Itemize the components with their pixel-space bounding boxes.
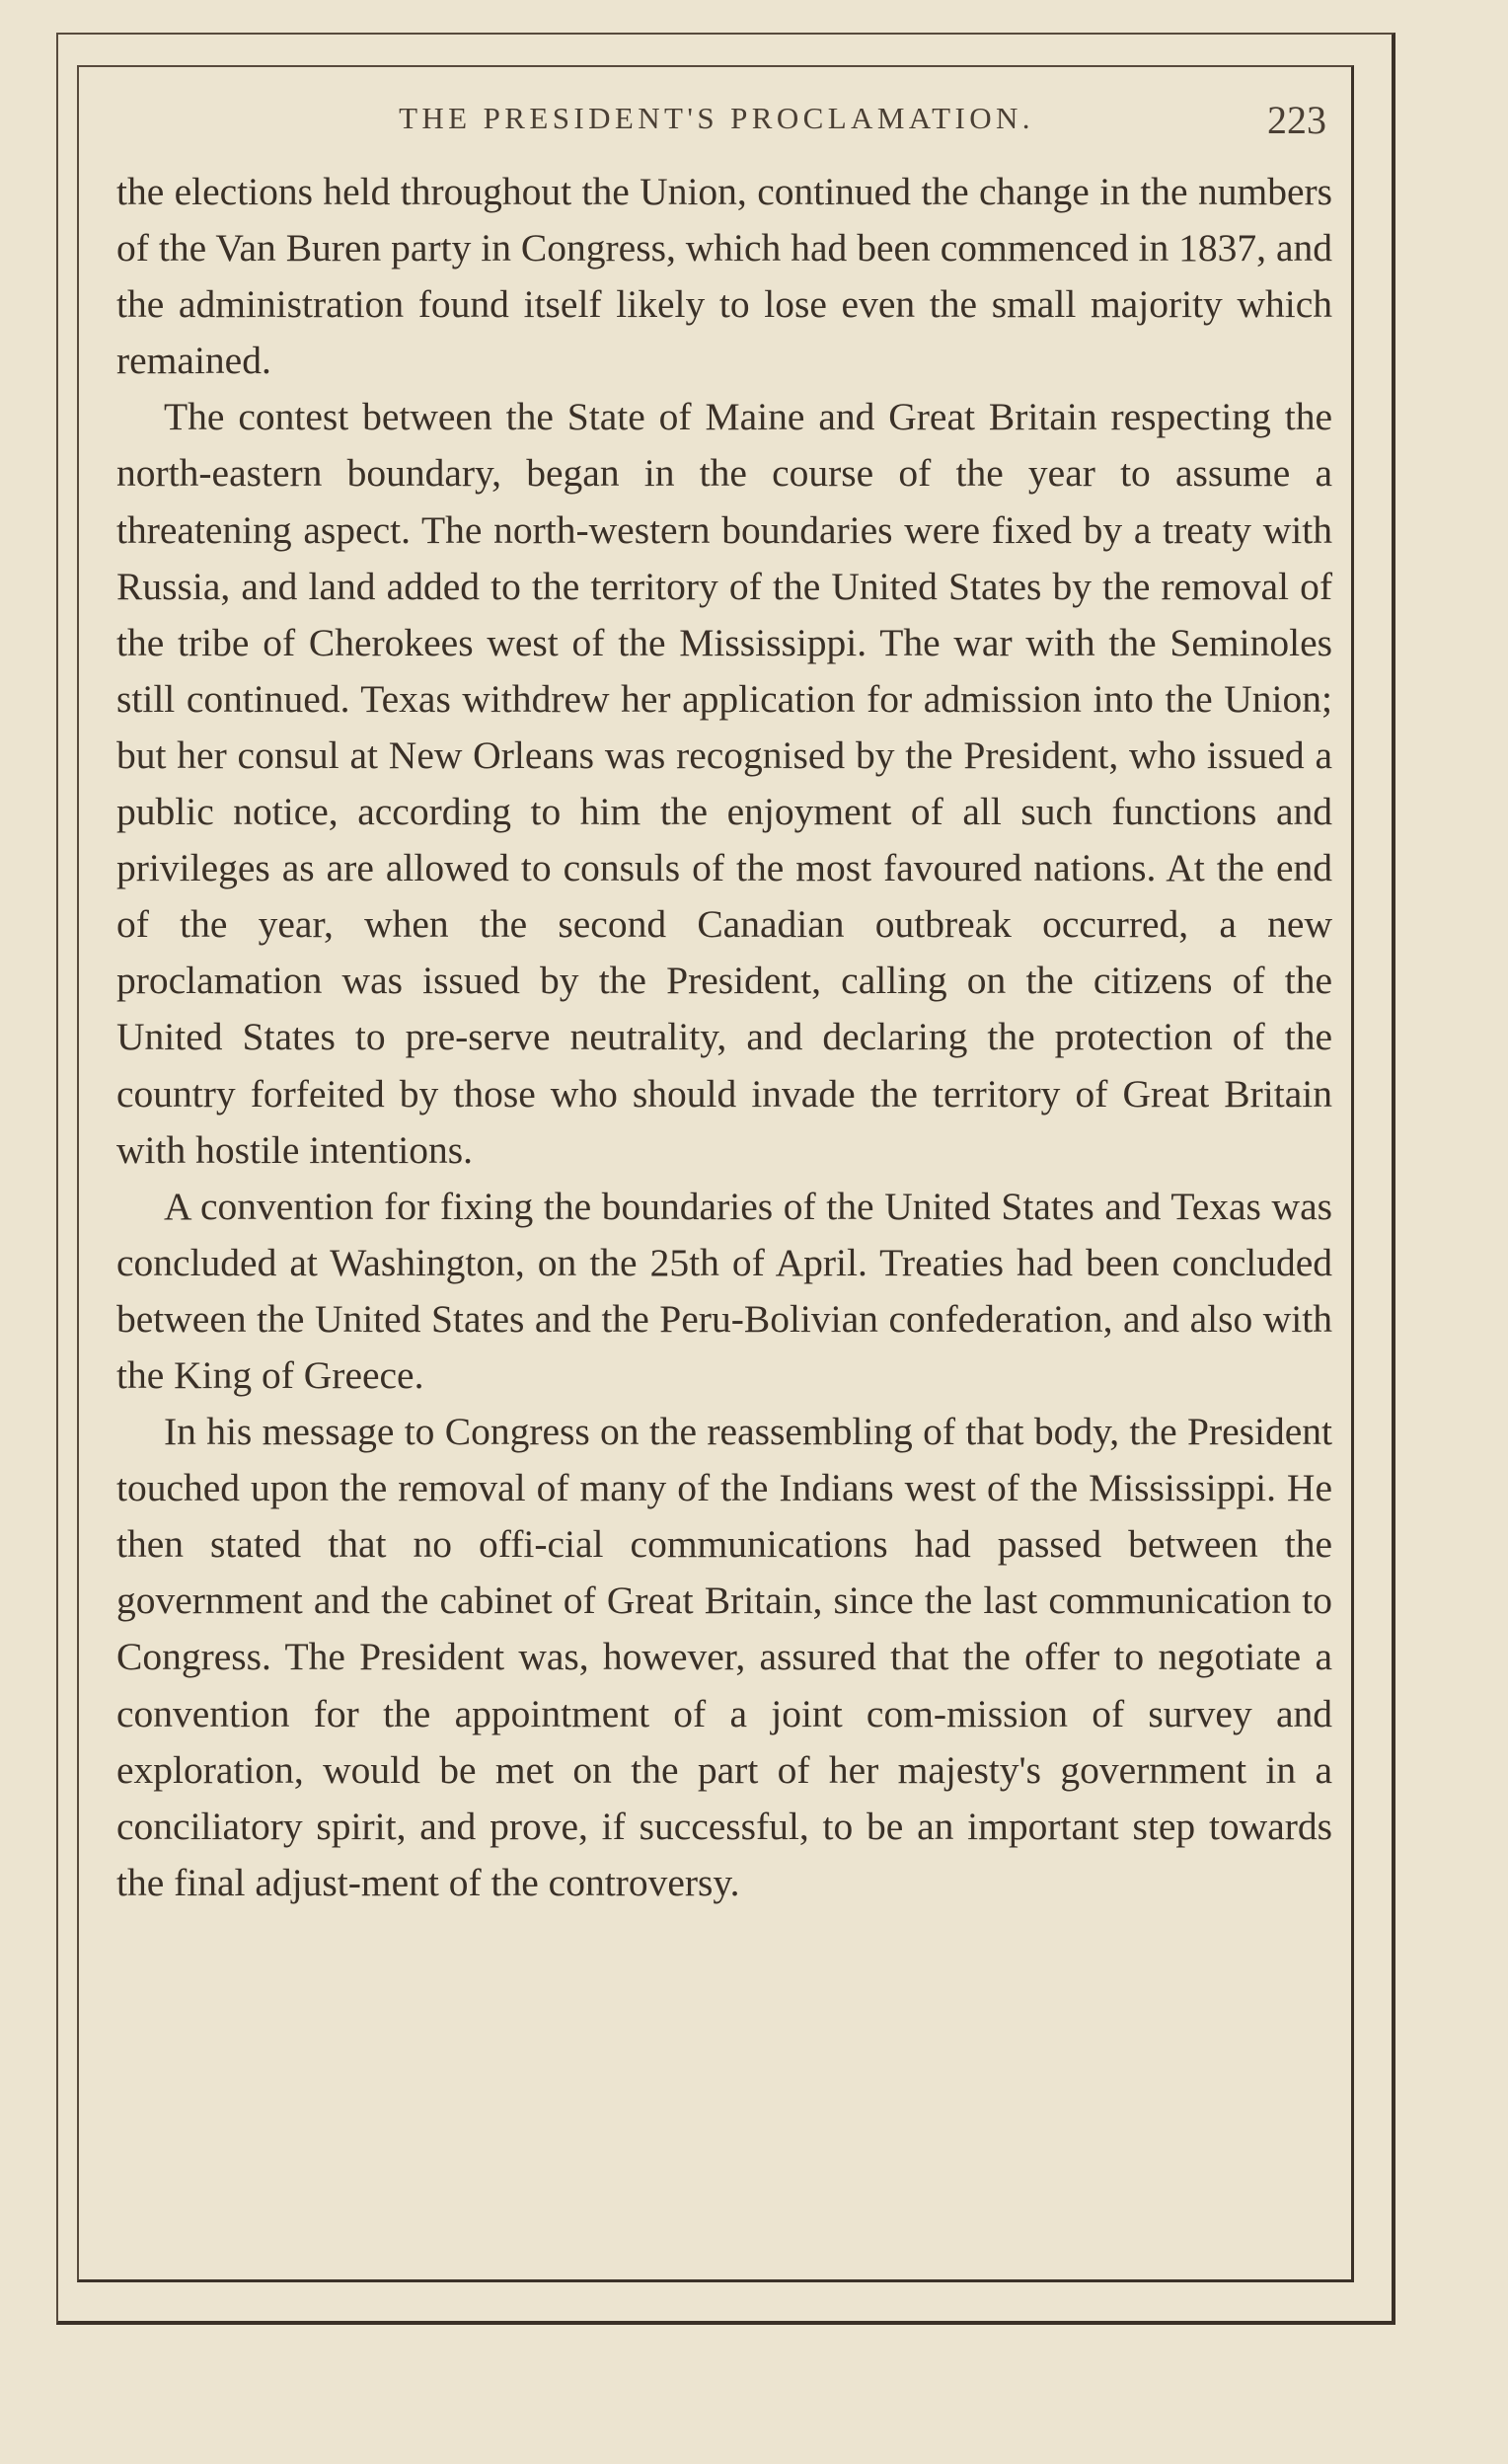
paragraph-message-to-congress: In his message to Congress on the reassembling of that body, the President touched upon the removal of many of the Indians west of the Mississippi. He then stated that no offi-cial communications had passed between the government and the cabinet of Great Britain, since the last communication to Congress. The President was, however, assured that the offer to negotiate a convention for the appointment of a joint com-mission of survey and exploration, would be met on the part of her majesty's government in a conciliatory spirit, and prove, if successful, to be an important step towards the final adjust-ment of the controversy. [116, 1410, 1332, 1904]
paragraph-texas-convention: A convention for fixing the boundaries of the United States and Texas was concluded at Washington, on the 25th of April. Treaties had been concluded between the United States and the Peru-Bolivian confederation, and also with the King of Greece. [116, 1184, 1332, 1397]
paragraph-continued: the elections held throughout the Union, continued the change in the numbers of the Van Buren party in Congress, which had been commenced in 1837, and the administration found itself likely to lose even the small majority which remained. [116, 170, 1332, 383]
running-head-title: THE PRESIDENT'S PROCLAMATION. [399, 101, 1034, 135]
page-number: 223 [1267, 98, 1326, 142]
running-head [105, 97, 1328, 144]
paragraph-maine-boundary: The contest between the State of Maine and Great Britain respecting the north-eastern boundary, began in the course of the year to assume a threatening aspect. The north-western boundaries were fixed by a treaty with Russia, and land added to the territory of the United States by the removal of the tribe of Cherokees west of the Mississippi. The war with the Seminoles still continued. Texas withdrew her application for admission into the Union; but her consul at New Orleans was recognised by the President, who issued a public notice, according to him the enjoyment of all such functions and privileges as are allowed to consuls of the most favoured nations. At the end of the year, when the second Canadian outbreak occurred, a new proclamation was issued by the President, calling on the citizens of the United States to pre-serve neutrality, and declaring the protection of the country forfeited by those who should invade the territory of Great Britain with hostile intentions. [116, 395, 1332, 1172]
body-text [116, 164, 1332, 1911]
